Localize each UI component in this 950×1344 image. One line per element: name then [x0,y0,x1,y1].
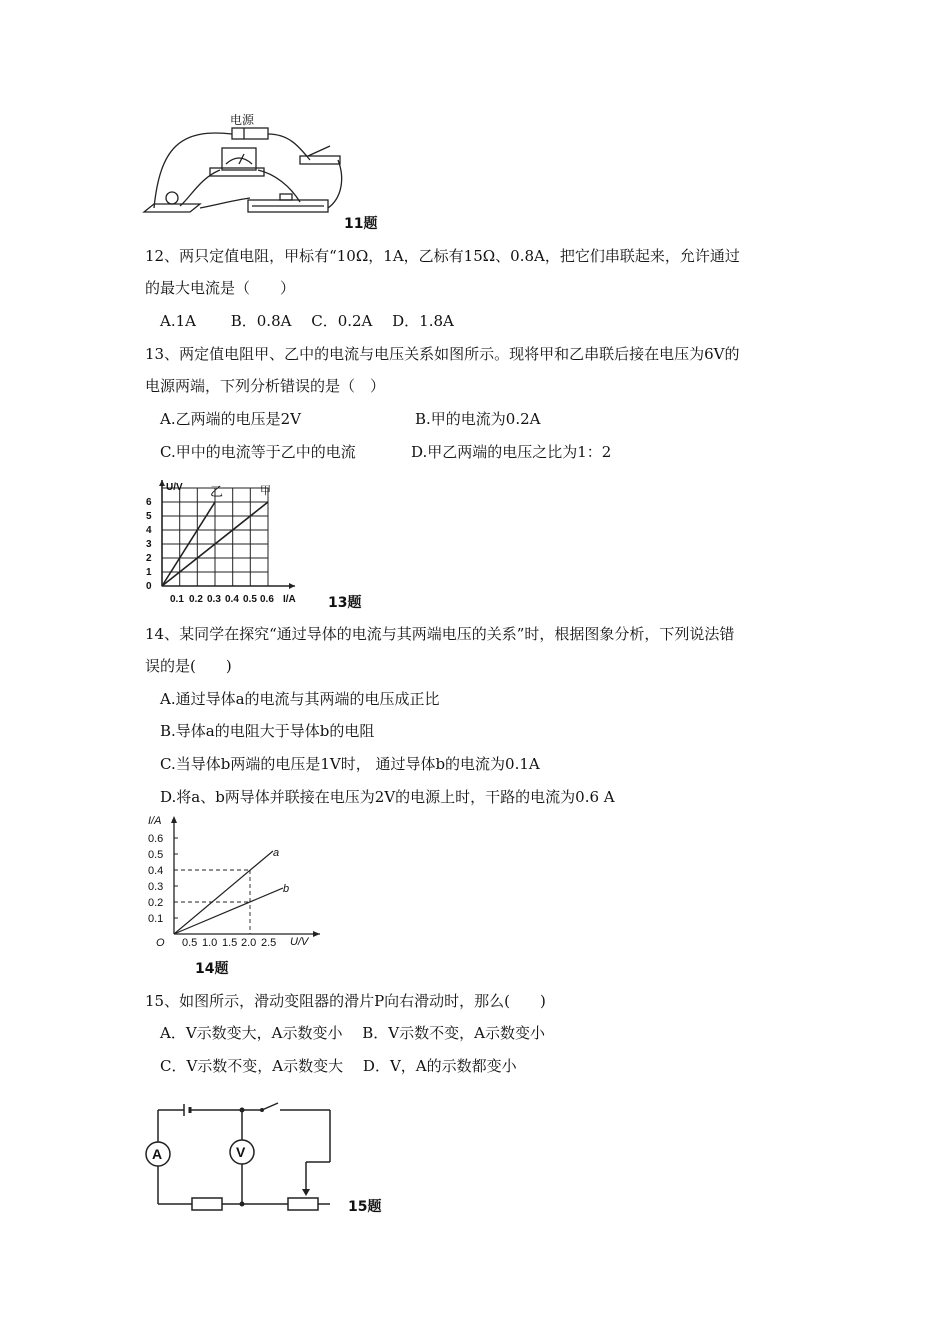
q14-caption: 14题 [195,961,229,977]
q14-x-tick: 2.5 [261,937,277,947]
q14-option-c: C.当导体b两端的电压是1V时， 通过导体b的电流为0.1A [160,755,540,773]
q14-stem-line1: 14、某同学在探究“通过导体的电流与其两端电压的关系”时，根据图象分析，下列说法错 [145,625,735,643]
q12-stem-line2: 的最大电流是（ ） [145,279,296,297]
q14-option-b: B.导体a的电阻大于导体b的电阻 [160,722,375,740]
q13-x-tick: 0.6 [260,594,274,605]
q14-x-tick: 2.0 [241,937,257,947]
q13-y-tick: 6 [146,497,152,508]
q13-stem-line2: 电源两端，下列分析错误的是（ ） [145,377,386,395]
q13-graph [140,478,310,608]
q11-caption: 11题 [344,216,378,232]
q13-line-jia-label: 甲 [260,485,271,497]
q12-options: A.1A B．0.8A C．0.2A D．1.8A [160,312,454,330]
q14-x-axis-label: U/V [290,936,309,947]
q13-x-tick: 0.2 [189,594,203,605]
q14-option-a: A.通过导体a的电流与其两端的电压成正比 [160,690,440,708]
ammeter-label: A [152,1146,163,1162]
q15-circuit-figure [140,1098,340,1218]
q13-y-tick: 2 [146,553,152,564]
q11-circuit-figure [140,108,350,223]
q13-caption: 13题 [328,595,362,611]
voltmeter-label: V [236,1144,246,1160]
q13-option-c: C.甲中的电流等于乙中的电流 [160,443,356,461]
q15-options-cd: C．V示数不变，A示数变大 D．V，A的示数都变小 [160,1057,517,1075]
power-label: 电源 [230,113,255,127]
q13-y-tick: 4 [146,525,152,536]
q13-y-axis-label: U/V [166,482,183,493]
q14-line-a [174,851,273,934]
q13-x-tick: 0.5 [243,594,257,605]
q14-y-tick: 0.5 [148,849,164,861]
q13-x-tick: 0.1 [170,594,184,605]
q15-caption: 15题 [348,1199,382,1215]
q14-y-axis-label: I/A [148,815,162,827]
q13-option-b: B.甲的电流为0.2A [415,410,541,428]
q14-graph [140,812,325,947]
q15-stem: 15、如图所示，滑动变阻器的滑片P向右滑动时，那么( ) [145,992,546,1010]
q13-x-tick: 0.4 [225,594,239,605]
q14-y-tick: 0.4 [148,865,164,877]
q13-y-tick: 1 [146,567,152,578]
q14-y-tick: 0.1 [148,913,164,925]
q14-x-tick: 0.5 [182,937,198,947]
q14-line-a-label: a [273,847,280,859]
q12-stem-line1: 12、两只定值电阻，甲标有“10Ω，1A，乙标有15Ω、0.8A，把它们串联起来，允许通过 [145,247,740,265]
q14-origin-label: O [156,937,165,947]
q14-stem-line2: 误的是( ) [145,657,232,675]
q13-line-yi-label: 乙 [210,484,224,499]
q13-y-tick: 5 [146,511,152,522]
q13-y-tick: 3 [146,539,152,550]
q14-y-tick: 0.3 [148,881,164,893]
q14-x-tick: 1.0 [202,937,218,947]
q13-y-tick: 0 [146,581,152,592]
q14-line-b-label: b [283,883,290,895]
q13-x-axis-label: I/A [283,594,296,605]
q13-stem-line1: 13、两定值电阻甲、乙中的电流与电压关系如图所示。现将甲和乙串联后接在电压为6V的 [145,345,740,363]
q14-option-d: D.将a、b两导体并联接在电压为2V的电源上时，干路的电流为0.6 A [160,788,615,806]
q13-option-d: D.甲乙两端的电压之比为1：2 [411,443,612,461]
q14-y-tick: 0.6 [148,833,164,845]
q14-y-tick: 0.2 [148,897,164,909]
q14-line-b [174,888,283,934]
q15-options-ab: A．V示数变大，A示数变小 B．V示数不变，A示数变小 [160,1024,545,1042]
q13-x-tick: 0.3 [207,594,221,605]
q14-x-tick: 1.5 [222,937,238,947]
q13-option-a: A.乙两端的电压是2V [160,410,301,428]
